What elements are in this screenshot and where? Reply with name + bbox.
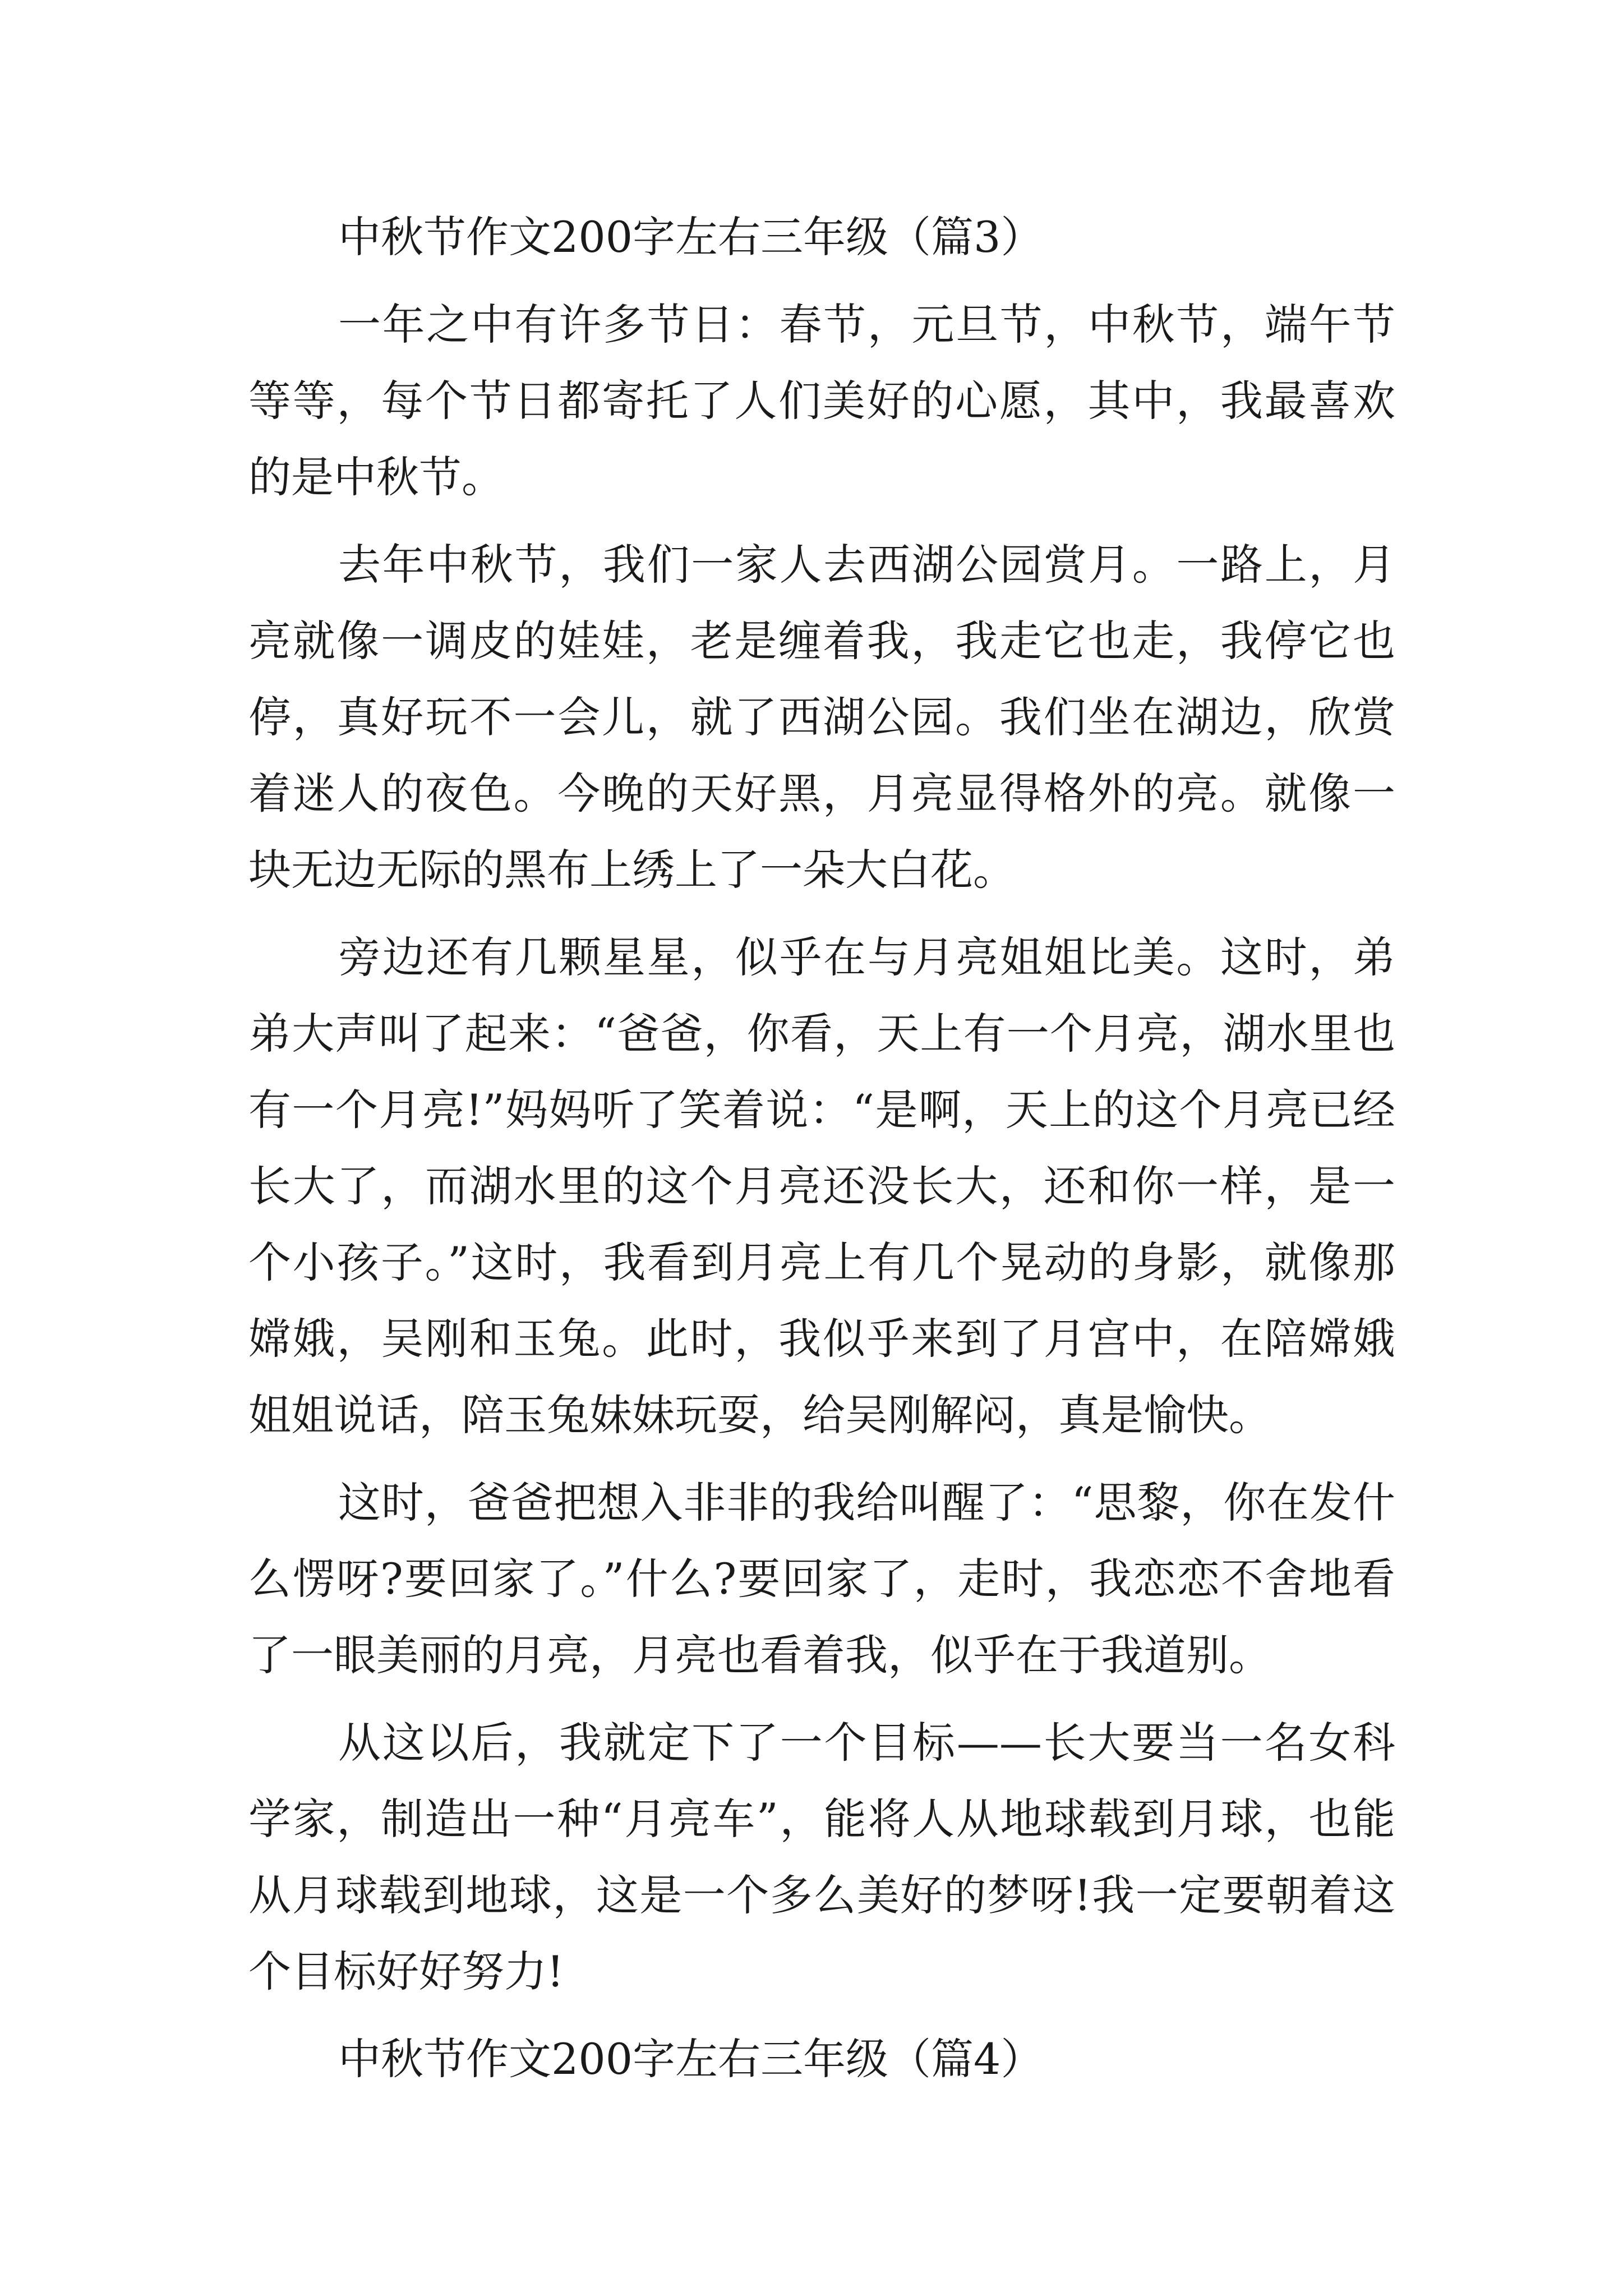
- document-body: [248, 199, 1395, 2097]
- spacer: [248, 1694, 1395, 1705]
- paragraph-2: 去年中秋节，我们一家人去西湖公园赏月。一路上，月亮就像一调皮的娃娃，老是缠着我，我走它也走，我停它也停，真好玩不一会儿，就了西湖公园。我们坐在湖边，欣赏着迷人的夜色。今晚的天好黑，月亮显得格外的亮。就像一块无边无际的黑布上绣上了一朵大白花。: [248, 540, 1395, 895]
- paragraph-3: 旁边还有几颗星星，似乎在与月亮姐姐比美。这时，弟弟大声叫了起来：“爸爸，你看，天上有一个月亮，湖水里也有一个月亮!”妈妈听了笑着说：“是啊，天上的这个月亮已经长大了，而湖水里的这个月亮还没长大，还和你一样，是一个小孩子。”这时，我看到月亮上有几个晃动的身影，就像那嫦娥，吴刚和玉兔。此时，我似乎来到了月宫中，在陪嫦娥姐姐说话，陪玉兔妹妹玩耍，给吴刚解闷，真是愉快。: [248, 932, 1395, 1440]
- spacer: [248, 275, 1395, 287]
- spacer: [248, 516, 1395, 527]
- spacer: [248, 908, 1395, 919]
- section-heading-3: 中秋节作文200字左右三年级（篇3）: [338, 212, 1044, 262]
- paragraph-1: 一年之中有许多节日：春节，元旦节，中秋节，端午节等等，每个节日都寄托了人们美好的心愿，其中，我最喜欢的是中秋节。: [248, 300, 1395, 502]
- paragraph-4: 这时，爸爸把想入非非的我给叫醒了：“思黎，你在发什么愣呀?要回家了。”什么?要回家了，走时，我恋恋不舍地看了一眼美丽的月亮，月亮也看着我，似乎在于我道别。: [248, 1478, 1395, 1680]
- paragraph-5: 从这以后，我就定下了一个目标——长大要当一名女科学家，制造出一种“月亮车”，能将人从地球载到月球，也能从月球载到地球，这是一个多么美好的梦呀!我一定要朝着这个目标好好努力!: [248, 1718, 1395, 1996]
- spacer: [248, 2010, 1395, 2021]
- spacer: [248, 1453, 1395, 1465]
- section-heading-4: 中秋节作文200字左右三年级（篇4）: [338, 2034, 1044, 2084]
